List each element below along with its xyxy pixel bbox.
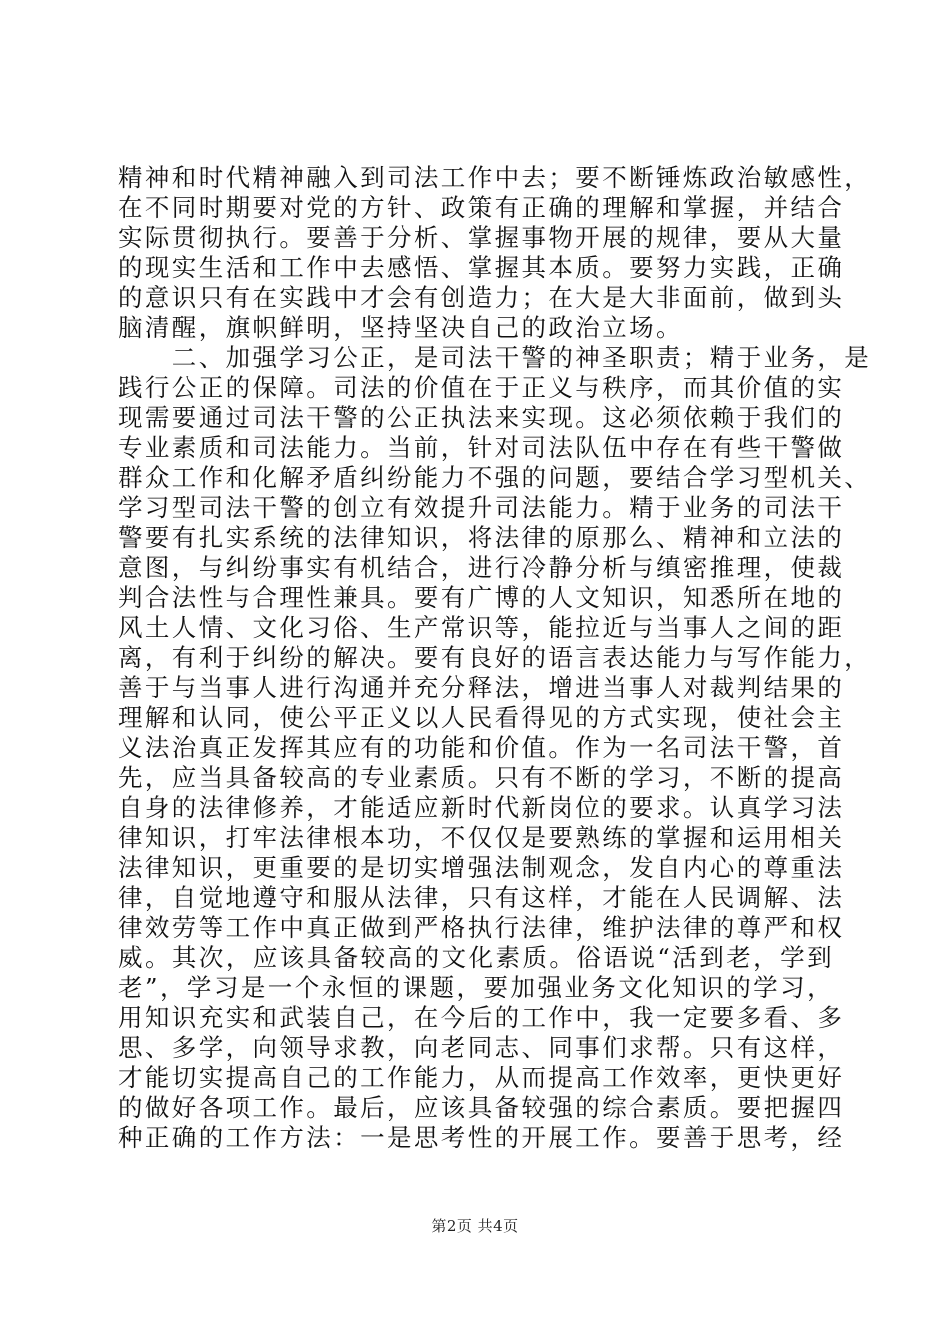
- text-line: 律，自觉地遵守和服从法律，只有这样，才能在人民调解、法: [118, 883, 845, 912]
- text-line: 践行公正的保障。司法的价值在于正义与秩序，而其价值的实: [118, 373, 845, 402]
- body-text: [118, 163, 872, 1153]
- text-line: 学习型司法干警的创立有效提升司法能力。精于业务的司法干: [118, 493, 845, 522]
- text-line: 在不同时期要对党的方针、政策有正确的理解和掌握，并结合: [118, 193, 845, 222]
- text-line: 现需要通过司法干警的公正执法来实现。这必须依赖于我们的: [118, 403, 845, 432]
- text-line: 精神和时代精神融入到司法工作中去；要不断锤炼政治敏感性，: [118, 163, 872, 192]
- text-line: 意图，与纠纷事实有机结合，进行冷静分析与缜密推理，使裁: [118, 553, 845, 582]
- text-line: 判合法性与合理性兼具。要有广博的人文知识，知悉所在地的: [118, 583, 845, 612]
- text-line: 的做好各项工作。最后，应该具备较强的综合素质。要把握四: [118, 1093, 845, 1122]
- text-line: 种正确的工作方法：一是思考性的开展工作。要善于思考，经: [118, 1123, 845, 1152]
- text-line: 律效劳等工作中真正做到严格执行法律，维护法律的尊严和权: [118, 913, 845, 942]
- page-number-footer: 第2页 共4页: [431, 1217, 519, 1235]
- text-line: 理解和认同，使公平正义以人民看得见的方式实现，使社会主: [118, 703, 845, 732]
- text-line: 专业素质和司法能力。当前，针对司法队伍中存在有些干警做: [118, 433, 845, 462]
- text-line: 脑清醒，旗帜鲜明，坚持坚决自己的政治立场。: [118, 313, 683, 342]
- text-line: 实际贯彻执行。要善于分析、掌握事物开展的规律，要从大量: [118, 223, 845, 252]
- text-line: 威。其次，应该具备较高的文化素质。俗语说“活到老，学到: [118, 943, 834, 972]
- text-line: 二、加强学习公正，是司法干警的神圣职责；精于业务，是: [118, 343, 872, 372]
- text-line: 律知识，打牢法律根本功，不仅仅是要熟练的掌握和运用相关: [118, 823, 845, 852]
- text-line: 思、多学，向领导求教，向老同志、同事们求帮。只有这样，: [118, 1033, 845, 1062]
- text-line: 警要有扎实系统的法律知识，将法律的原那么、精神和立法的: [118, 523, 845, 552]
- text-line: 老”，学习是一个永恒的课题，要加强业务文化知识的学习，: [118, 973, 834, 1002]
- text-line: 自身的法律修养，才能适应新时代新岗位的要求。认真学习法: [118, 793, 845, 822]
- text-line: 群众工作和化解矛盾纠纷能力不强的问题，要结合学习型机关、: [118, 463, 872, 492]
- text-line: 善于与当事人进行沟通并充分释法，增进当事人对裁判结果的: [118, 673, 845, 702]
- text-line: 先，应当具备较高的专业素质。只有不断的学习，不断的提高: [118, 763, 845, 792]
- text-line: 才能切实提高自己的工作能力，从而提高工作效率，更快更好: [118, 1063, 845, 1092]
- text-line: 离，有利于纠纷的解决。要有良好的语言表达能力与写作能力，: [118, 643, 872, 672]
- text-line: 义法治真正发挥其应有的功能和价值。作为一名司法干警，首: [118, 733, 845, 762]
- text-line: 用知识充实和武装自己，在今后的工作中，我一定要多看、多: [118, 1003, 845, 1032]
- text-line: 法律知识，更重要的是切实增强法制观念，发自内心的尊重法: [118, 853, 845, 882]
- text-line: 的意识只有在实践中才会有创造力；在大是大非面前，做到头: [118, 283, 845, 312]
- text-line: 风土人情、文化习俗、生产常识等，能拉近与当事人之间的距: [118, 613, 845, 642]
- text-line: 的现实生活和工作中去感悟、掌握其本质。要努力实践，正确: [118, 253, 845, 282]
